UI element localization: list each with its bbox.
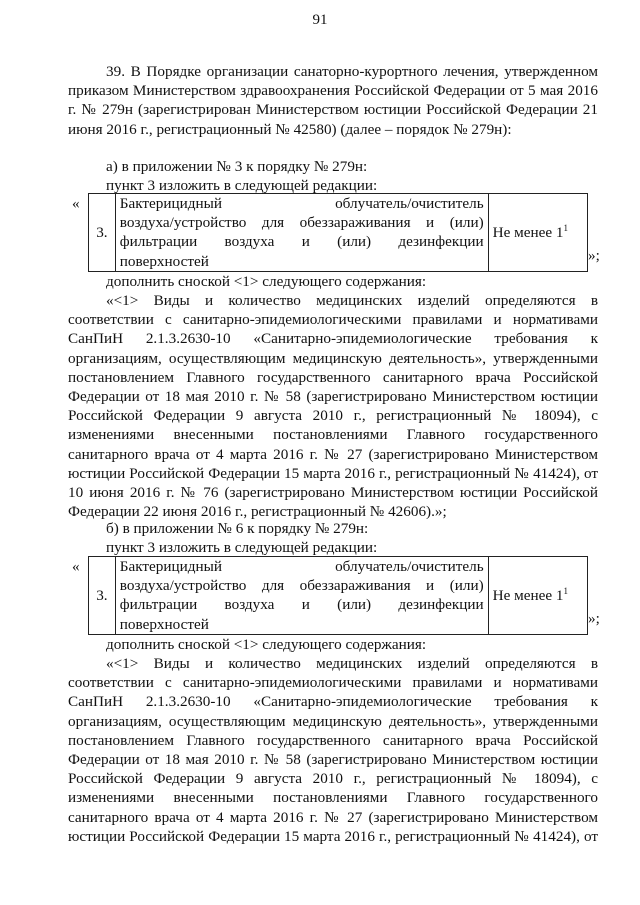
- section-b-heading: б) в приложении № 6 к порядку № 279н:: [106, 520, 369, 537]
- row-number: 3.: [89, 194, 116, 272]
- description-line: воздуха/устройство для обеззараживания и (или): [119, 577, 484, 595]
- quantity-text: Не менее 1: [492, 223, 564, 241]
- section-b-footnote-intro: дополнить сноской <1> следующего содержания:: [106, 636, 427, 653]
- quantity-text: Не менее 1: [492, 586, 564, 604]
- equipment-table: [88, 556, 588, 635]
- page-number: 91: [312, 12, 328, 28]
- section-a-heading: а) в приложении № 3 к порядку № 279н:: [106, 158, 368, 175]
- table-row: [89, 194, 588, 272]
- section-a-footnote-intro: дополнить сноской <1> следующего содержания:: [106, 273, 427, 290]
- row-number: 3.: [89, 557, 116, 635]
- table-row: [89, 557, 588, 635]
- description-line: Бактерицидный облучатель/очиститель: [119, 195, 484, 212]
- description-line: поверхностей: [119, 615, 209, 633]
- section-b-footnote: «<1> Виды и количество медицинских изделий определяются в соответствии с санитарно-эпидемиологическими правилами и нормативами СанПиН 2.1.3.2630-10 «Санитарно-эпидемиологические требования к организациям, осуществляющим медицинскую деятельность», утвержденными постановлением Главного государственного санитарного врача Российской Федерации от 18 мая 2010 г. № 58 (зарегистрировано Министерством юстиции Российской Федерации 9 августа 2010 г., регистрационный № 18094), с изменениями внесенными постановлениями Главного государственного санитарного врача от 4 марта 2016 г. № 27 (зарегистрировано Министерством юстиции Российской Федерации 15 марта 2016 г., регистрационный № 41424), от: [68, 655, 598, 845]
- footnote-mark: 1: [563, 222, 569, 233]
- footnote-mark: 1: [563, 585, 569, 596]
- item-39-paragraph: 39. В Порядке организации санаторно-курортного лечения, утвержденном приказом Министерством здравоохранения Российской Федерации от 5 мая 2016 г. № 279н (зарегистрирован Министерством юстиции Российской Федерации 21 июня 2016 г., регистрационный № 42580) (далее – порядок № 279н):: [68, 63, 598, 138]
- open-quote: «: [72, 558, 80, 575]
- description-line: фильтрации воздуха и (или) дезинфекции: [119, 596, 484, 614]
- item-quantity: [488, 194, 587, 272]
- description-line: Бактерицидный облучатель/очиститель: [119, 558, 484, 575]
- section-a-intro: пункт 3 изложить в следующей редакции:: [106, 177, 378, 194]
- section-b-intro: пункт 3 изложить в следующей редакции:: [106, 539, 378, 556]
- description-line: воздуха/устройство для обеззараживания и (или): [119, 214, 484, 232]
- description-line: фильтрации воздуха и (или) дезинфекции: [119, 233, 484, 251]
- description-line: поверхностей: [119, 252, 209, 270]
- item-description: [115, 557, 488, 635]
- equipment-table: [88, 193, 588, 272]
- item-description: [115, 194, 488, 272]
- section-b-table-block: [68, 556, 620, 638]
- section-a-footnote: «<1> Виды и количество медицинских изделий определяются в соответствии с санитарно-эпидемиологическими правилами и нормативами СанПиН 2.1.3.2630-10 «Санитарно-эпидемиологические требования к организациям, осуществляющим медицинскую деятельность», утвержденными постановлением Главного государственного санитарного врача Российской Федерации от 18 мая 2010 г. № 58 (зарегистрировано Министерством юстиции Российской Федерации 9 августа 2010 г., регистрационный № 18094), с изменениями внесенными постановлениями Главного государственного санитарного врача от 4 марта 2016 г. № 27 (зарегистрировано Министерством юстиции Российской Федерации 15 марта 2016 г., регистрационный № 41424), от 10 июня 2016 г. № 76 (зарегистрировано Министерством юстиции Российской Федерации 22 июня 2016 г., регистрационный № 42606).»;: [68, 292, 598, 521]
- section-a-table-block: [68, 193, 620, 275]
- close-quote: »;: [588, 247, 600, 264]
- open-quote: «: [72, 195, 80, 212]
- item-quantity: [488, 557, 587, 635]
- close-quote: »;: [588, 610, 600, 627]
